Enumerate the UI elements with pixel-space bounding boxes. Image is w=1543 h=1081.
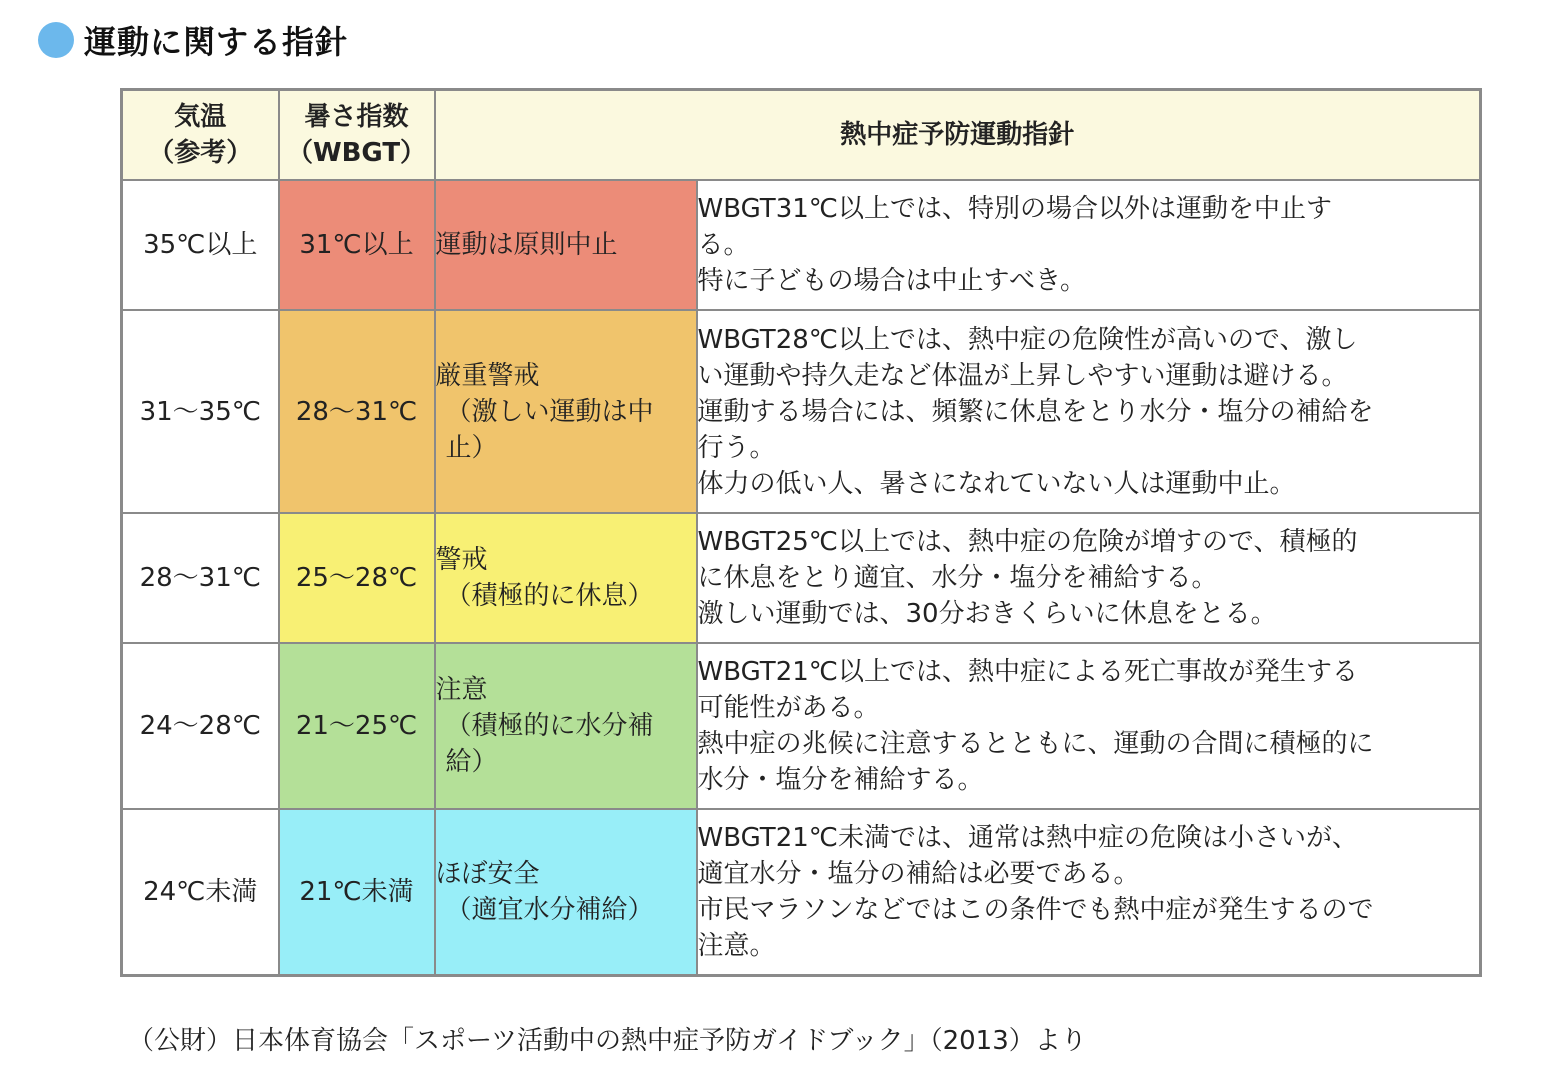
wbgt-cell: 31℃以上: [279, 180, 435, 310]
section-heading: [38, 18, 348, 62]
risk-level-cell: [435, 513, 697, 643]
guidance-line: 適宜水分・塩分の補給は必要である。: [697, 858, 1140, 889]
guidance-line: WBGT28℃以上では、熱中症の危険性が高いので、激し: [697, 324, 1358, 355]
header-temperature-note: （参考）: [148, 138, 253, 168]
source-citation: （公財）日本体育協会「スポーツ活動中の熱中症予防ガイドブック」（2013）より: [128, 1026, 1087, 1056]
table-row: [122, 310, 1481, 513]
table-row: [122, 643, 1481, 809]
guidance-line: WBGT21℃未満では、通常は熱中症の危険は小さいが、: [697, 822, 1358, 853]
guidance-cell: [697, 643, 1481, 809]
risk-level-cell: [435, 310, 697, 513]
temperature-cell: 28〜31℃: [122, 513, 279, 643]
guidance-line: 特に子どもの場合は中止すべき。: [697, 266, 1086, 296]
guidance-line: WBGT21℃以上では、熱中症による死亡事故が発生する: [697, 657, 1358, 687]
guidance-line: WBGT25℃以上では、熱中症の危険が増すので、積極的: [697, 527, 1358, 557]
guidance-line: 激しい運動では、30分おきくらいに休息をとる。: [697, 599, 1277, 629]
wbgt-cell: 28〜31℃: [279, 310, 435, 513]
heatstroke-guideline-table: [120, 88, 1482, 977]
header-temperature: [122, 90, 279, 181]
risk-level-note: （激しい運動は中: [445, 396, 654, 427]
risk-level-note: （適宜水分補給）: [445, 894, 654, 925]
temperature-cell: 31〜35℃: [122, 310, 279, 513]
guidance-cell: [697, 809, 1481, 975]
risk-level-cell: [435, 643, 697, 809]
header-wbgt-line: 暑さ指数: [304, 102, 409, 132]
header-wbgt: [279, 90, 435, 181]
guidance-line: 可能性がある。: [697, 693, 880, 723]
guidance-line: い運動や持久走など体温が上昇しやすい運動は避ける。: [697, 360, 1348, 391]
temperature-cell: 35℃以上: [122, 180, 279, 310]
wbgt-cell: 21℃未満: [279, 809, 435, 975]
wbgt-cell: 21〜25℃: [279, 643, 435, 809]
risk-level-label: 運動は原則中止: [435, 230, 618, 260]
table-row: [122, 180, 1481, 310]
guidance-line: に休息をとり適宜、水分・塩分を補給する。: [697, 563, 1218, 593]
guidance-line: WBGT31℃以上では、特別の場合以外は運動を中止す: [697, 194, 1332, 224]
guidance-line: る。: [697, 230, 750, 260]
guidance-line: 体力の低い人、暑さになれていない人は運動中止。: [697, 468, 1296, 499]
guidance-line: 熱中症の兆候に注意するとともに、運動の合間に積極的に: [697, 729, 1374, 759]
guidance-line: 行う。: [697, 432, 776, 463]
guidance-cell: [697, 513, 1481, 643]
temperature-cell: 24℃未満: [122, 809, 279, 975]
risk-level-label: 警戒: [435, 545, 488, 575]
risk-level-note: （積極的に休息）: [445, 581, 654, 611]
bullet-dot-icon: [38, 22, 74, 58]
risk-level-label: 厳重警戒: [435, 360, 540, 391]
guidance-line: 水分・塩分を補給する。: [697, 765, 984, 795]
table-header-row: [122, 90, 1481, 181]
risk-level-note: （積極的に水分補: [445, 711, 654, 741]
risk-level-label: ほぼ安全: [435, 858, 540, 889]
header-guideline: 熱中症予防運動指針: [435, 90, 1481, 181]
guidance-line: 運動する場合には、頻繁に休息をとり水分・塩分の補給を: [697, 396, 1374, 427]
guidance-cell: [697, 180, 1481, 310]
guidance-line: 注意。: [697, 930, 776, 961]
guidance-cell: [697, 310, 1481, 513]
table-row: [122, 809, 1481, 975]
risk-level-note: 給）: [445, 747, 498, 777]
guidance-line: 市民マラソンなどではこの条件でも熱中症が発生するので: [697, 894, 1374, 925]
risk-level-cell: [435, 809, 697, 975]
header-wbgt-note: （WBGT）: [286, 138, 427, 168]
risk-level-label: 注意: [435, 675, 488, 705]
risk-level-cell: [435, 180, 697, 310]
temperature-cell: 24〜28℃: [122, 643, 279, 809]
wbgt-cell: 25〜28℃: [279, 513, 435, 643]
page-title: 運動に関する指針: [84, 23, 349, 61]
table-row: [122, 513, 1481, 643]
risk-level-note: 止）: [445, 432, 498, 463]
header-temperature-line: 気温: [174, 102, 227, 132]
